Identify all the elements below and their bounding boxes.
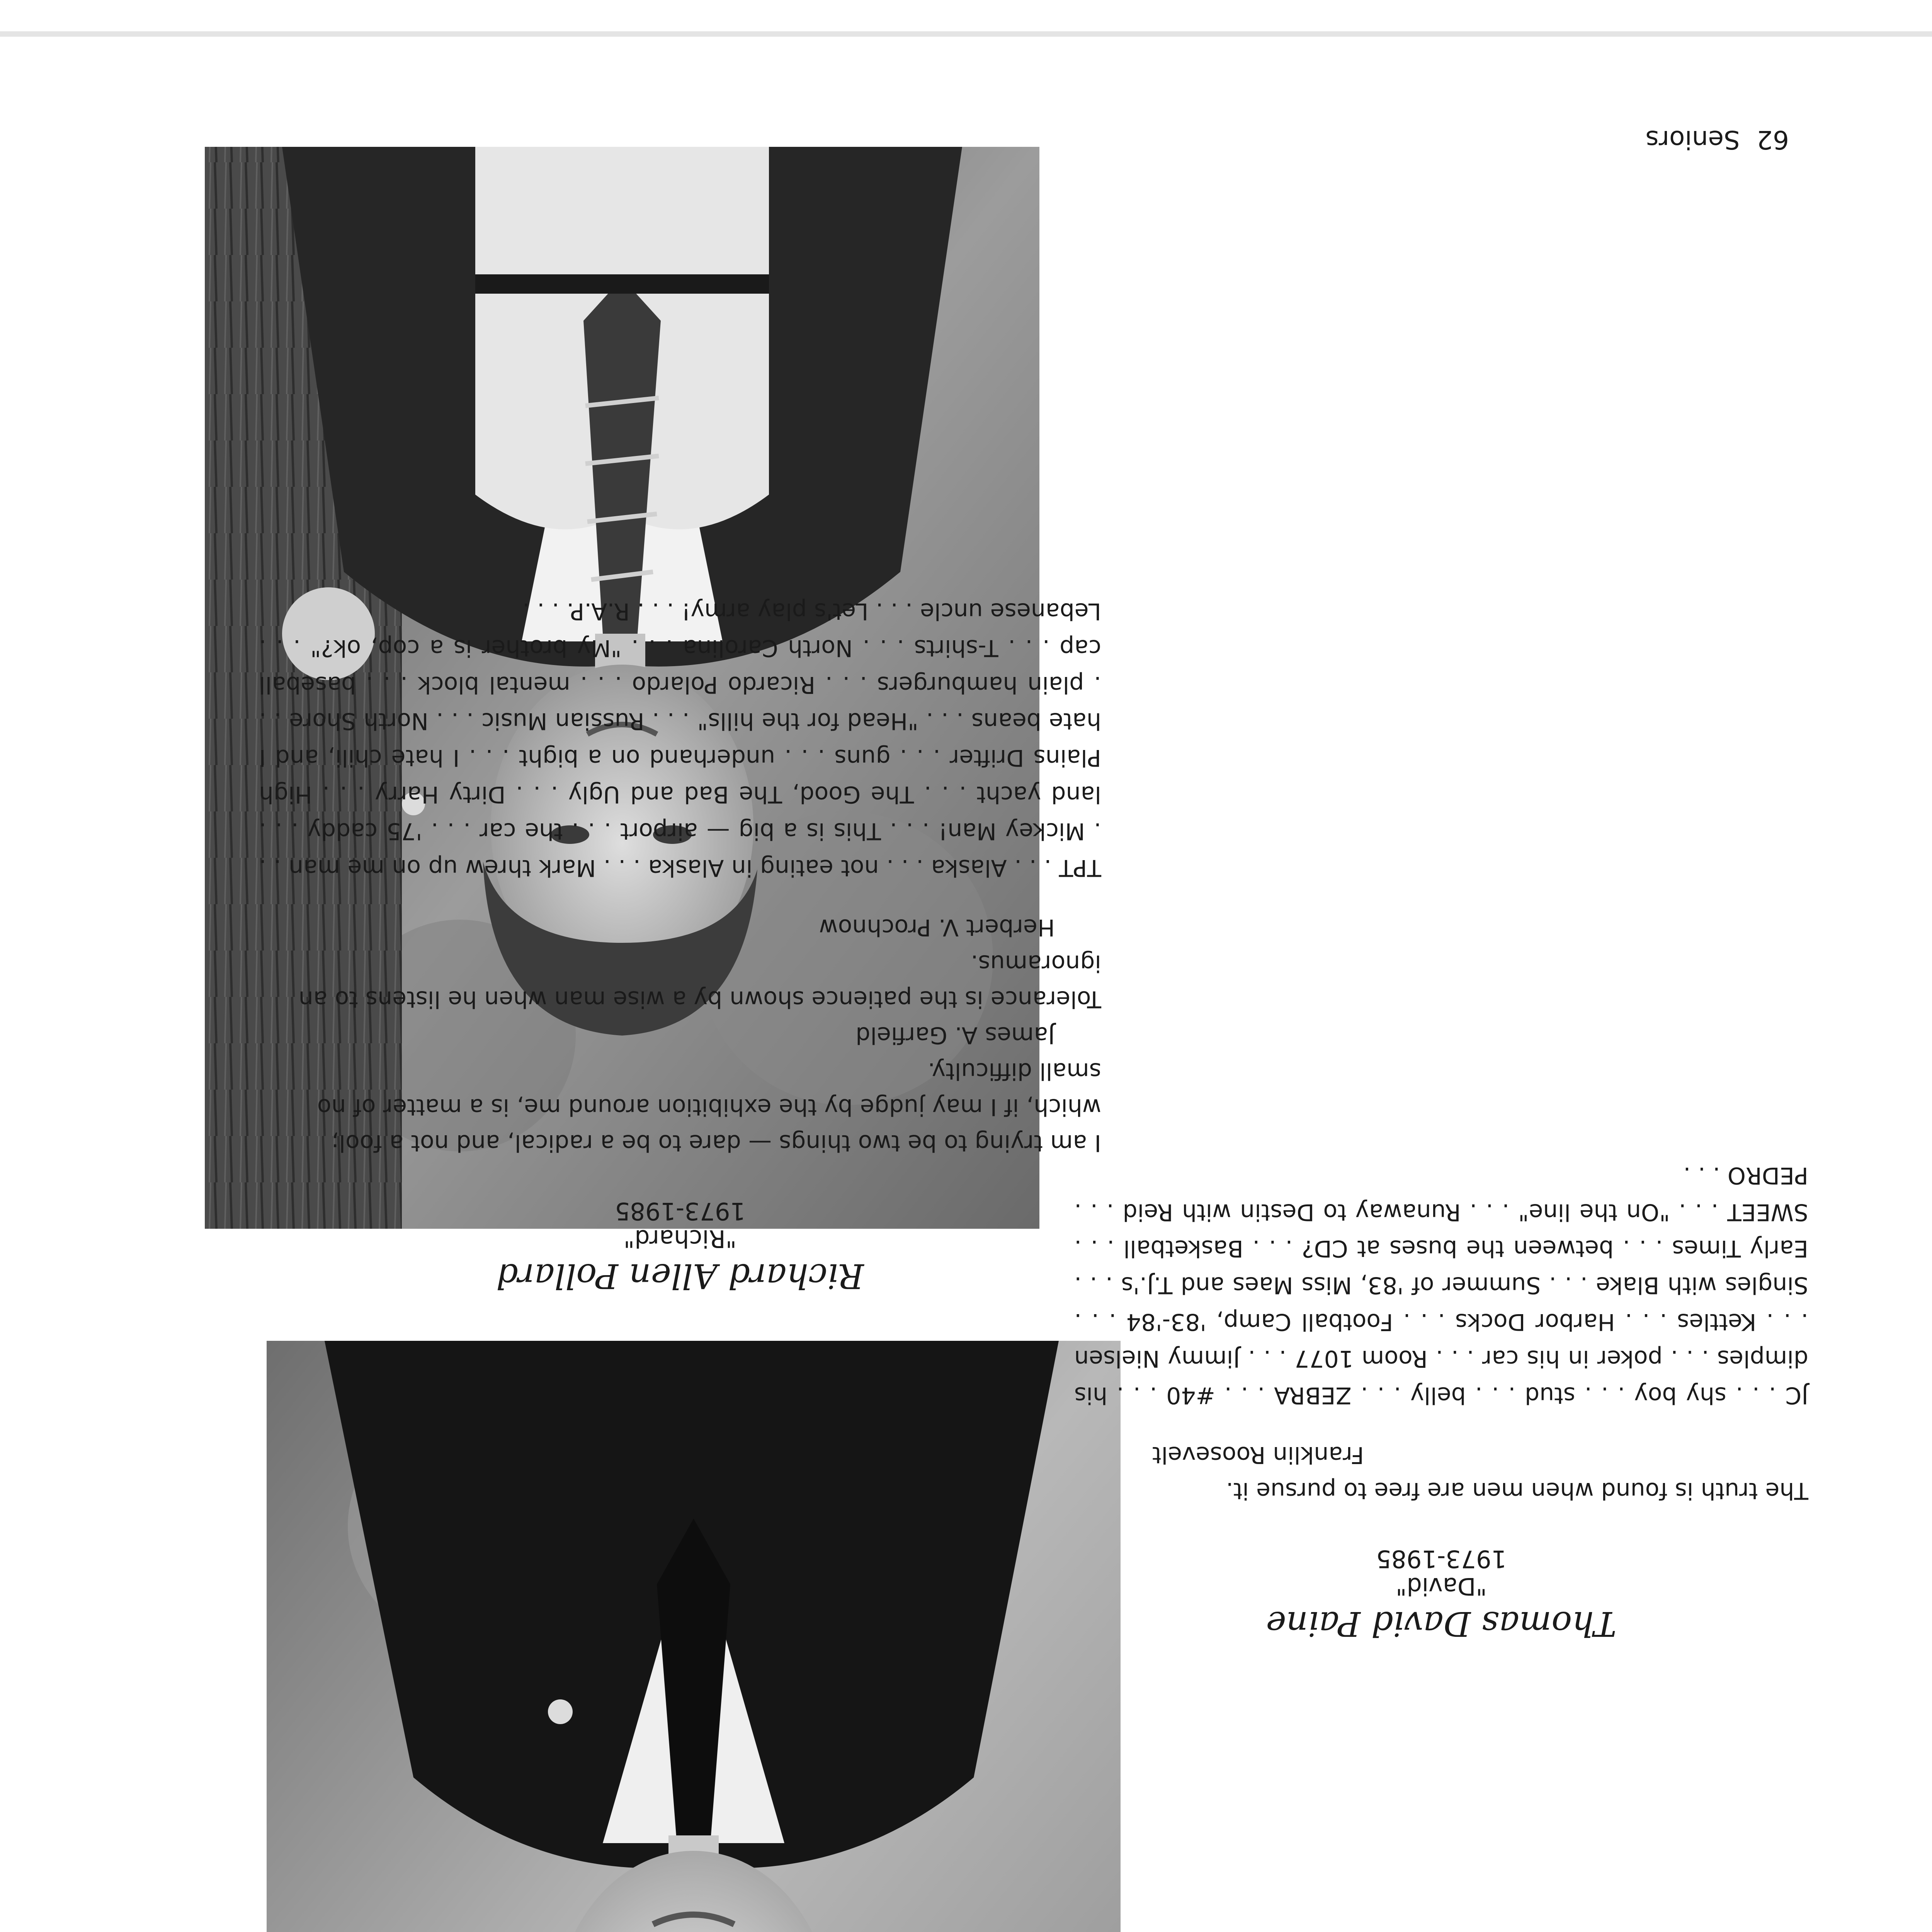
student-name: Richard Allen Pollard bbox=[496, 1256, 864, 1296]
section-name: Seniors bbox=[1645, 125, 1740, 155]
senior-memories: JC . . . shy boy . . . stud . . . belly . . . ZEBRA . . . #40 . . . his dimples . . . poker in his car . . . Room 1077 . . . Jimmy Nielsen . . . Kettles . . . Harbor Docks . . . Football Camp, '83-'84 . . . Singles with Blake . . . Summer of '83, Miss Maes and T.J.'s . . . Early Times . . . between the buses at CD? . . . Basketball . . . SWEET . . . "On the line" . . . Runaway to Destin with Reid . . . PEDRO . . . bbox=[1074, 1162, 1808, 1409]
page-number: 62 bbox=[1757, 125, 1789, 155]
student-nickname: "Richard" bbox=[623, 1225, 737, 1253]
senior-entry-richard bbox=[259, 593, 1101, 1294]
senior-quote: The truth is found when men are free to pursue it. bbox=[1226, 1477, 1808, 1504]
senior-memories: TPT . . . Alaska . . . not eating in Alaska . . . Mark threw up on me man . . . Mickey Man! . . . This is a big — airport . . . the car . . . '75 caddy . . . land yacht . . . The Good, The Bad and Ugly . . . Dirty Harry . . . High Plains Drifter . . . guns . . . underhand on a bight . . . I hate chili, and I hate beans . . . "Head for the hills" . . . Russian Music . . . North Shore . . . plain hamburgers . . . Ricardo Polardo . . . mental block . . . baseball cap . . . T-shirts . . . North Carolina . . . "My brother is a cop, ok?" . . . Lebanese uncle . . . Let's play army! . . . R.A.P. . . . bbox=[259, 598, 1101, 881]
quote-author: Herbert V. Prochnow bbox=[819, 913, 1055, 941]
page-folio bbox=[1645, 125, 1789, 155]
senior-quote: Tolerance is the patience shown by a wise man when he listens to an ignoramus. bbox=[298, 949, 1101, 1013]
student-years: 1973-1985 bbox=[615, 1197, 745, 1225]
quote-author: James A. Garfield bbox=[855, 1021, 1055, 1049]
senior-quote: I am trying to be two things — dare to be a radical, and not a fool; which, if I may judge by the exhibition around me, is a matter of no small difficulty. bbox=[317, 1057, 1101, 1156]
student-nickname: "David" bbox=[1395, 1572, 1487, 1601]
quote-author: Franklin Roosevelt bbox=[1152, 1441, 1364, 1468]
scan-edge-bottom bbox=[0, 31, 1932, 37]
portrait-photo-richard bbox=[267, 1341, 1121, 1932]
student-years: 1973-1985 bbox=[1376, 1544, 1507, 1573]
senior-entry-thomas bbox=[1074, 1157, 1808, 1642]
student-name: Thomas David Paine bbox=[1266, 1604, 1617, 1644]
